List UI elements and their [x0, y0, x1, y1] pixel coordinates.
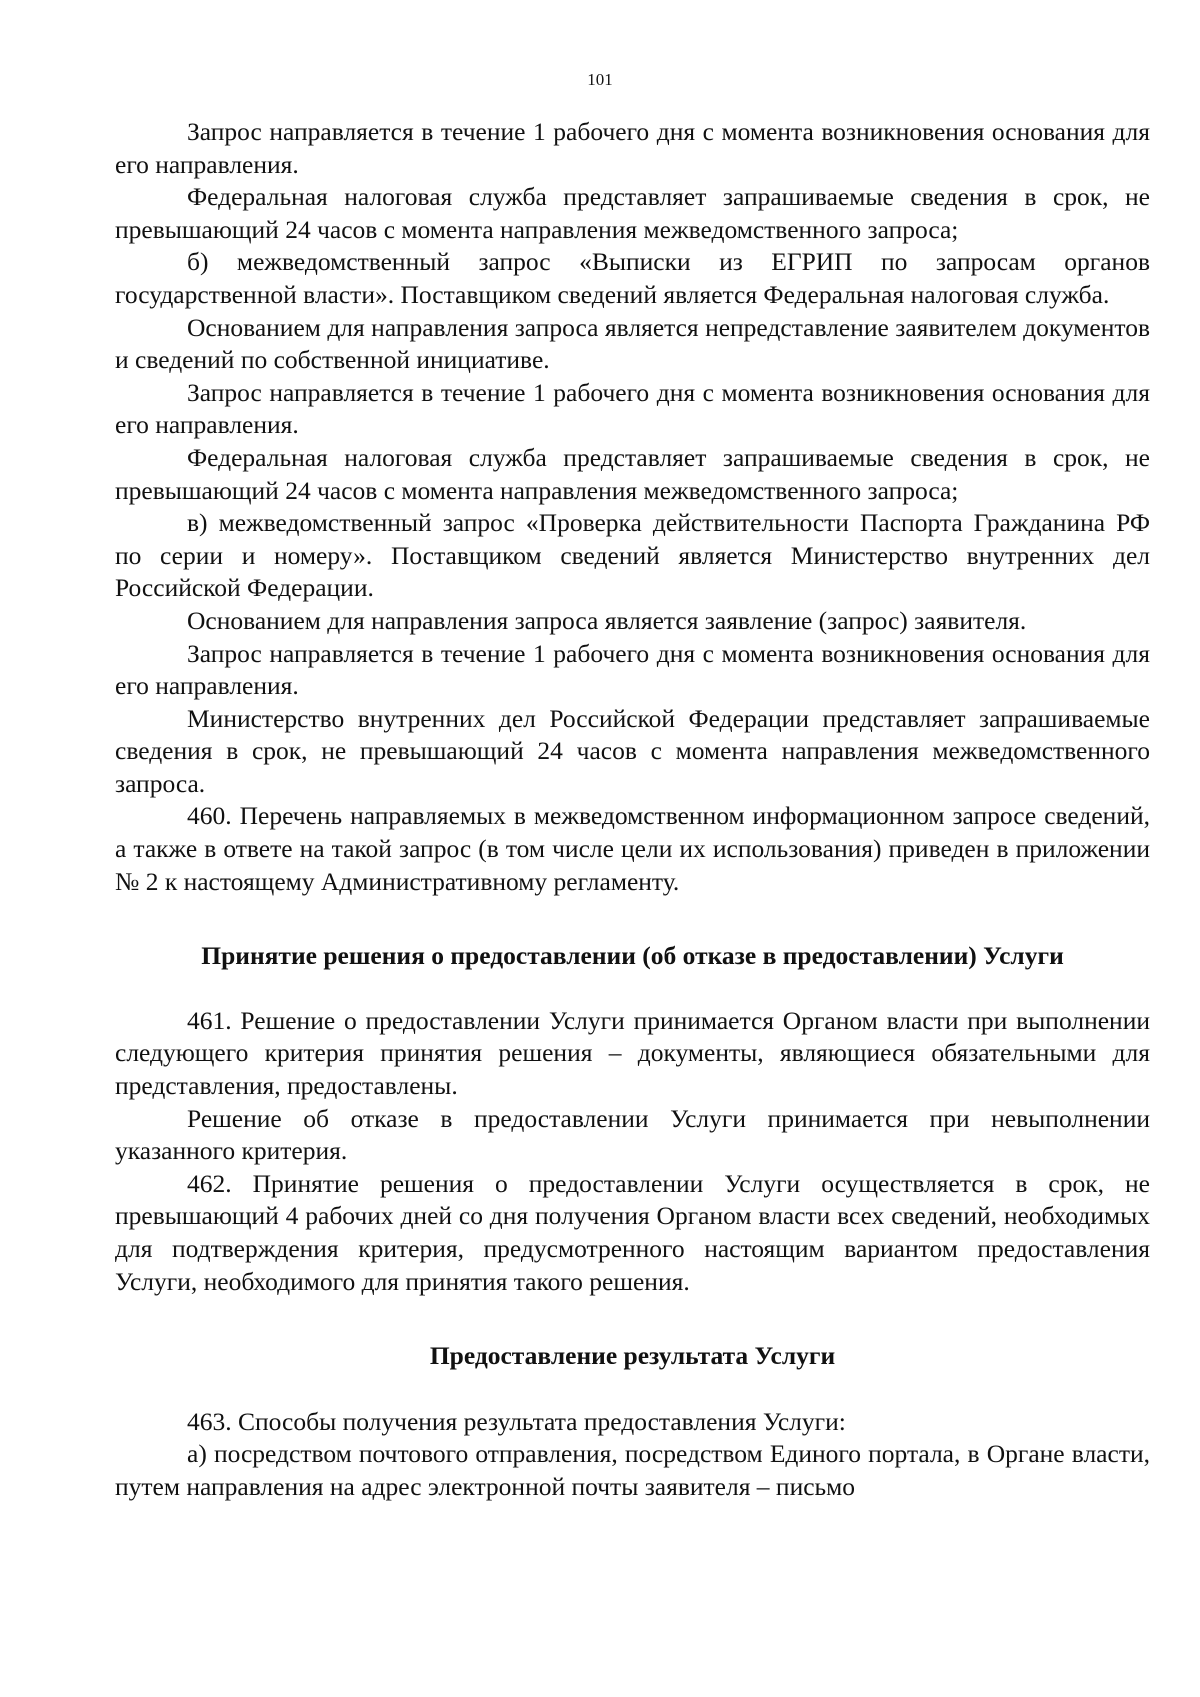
paragraph: в) межведомственный запрос «Проверка действительности Паспорта Гражданина РФ по серии и номеру». Поставщиком сведений является Министерство внутренних дел Российской Федерации. [115, 508, 1150, 603]
paragraph: Министерство внутренних дел Российской Федерации представляет запрашиваемые сведения в срок, не превышающий 24 часов с момента направления межведомственного запроса. [115, 703, 1150, 798]
paragraph: Федеральная налоговая служба представляет запрашиваемые сведения в срок, не превышающий 24 часов с момента направления межведомственного запроса; [115, 442, 1150, 505]
paragraph: 461. Решение о предоставлении Услуги принимается Органом власти при выполнении следующего критерия принятия решения – документы, являющиеся обязательными для представления, предоставлены. [115, 1005, 1150, 1101]
paragraph: Запрос направляется в течение 1 рабочего дня с момента возникновения основания для его направления. [115, 117, 1150, 179]
paragraph: Основанием для направления запроса является непредставление заявителем документов и сведений по собственной инициативе. [115, 312, 1150, 375]
paragraph: Решение об отказе в предоставлении Услуги принимается при невыполнении указанного критерия. [115, 1103, 1150, 1166]
section-heading: Принятие решения о предоставлении (об отказе в предоставлении) Услуги [201, 941, 1064, 971]
paragraph: 463. Способы получения результата предоставления Услуги: [187, 1406, 846, 1436]
paragraph: Запрос направляется в течение 1 рабочего дня с момента возникновения основания для его направления. [115, 377, 1150, 440]
paragraph: Основанием для направления запроса является заявление (запрос) заявителя. [187, 605, 1027, 635]
paragraph: 460. Перечень направляемых в межведомственном информационном запросе сведений, а также в ответе на такой запрос (в том числе цели их использования) приведен в приложении № 2 к настоящему Административному регламенту. [115, 801, 1150, 896]
document-body [115, 116, 1150, 1504]
paragraph: Федеральная налоговая служба представляет запрашиваемые сведения в срок, не превышающий 24 часов с момента направления межведомственного запроса; [115, 182, 1150, 244]
page-number: 101 [587, 70, 613, 89]
paragraph: а) посредством почтового отправления, посредством Единого портала, в Органе власти, путем направления на адрес электронной почты заявителя – письмо [115, 1439, 1150, 1501]
paragraph: Запрос направляется в течение 1 рабочего дня с момента возникновения основания для его направления. [115, 638, 1150, 701]
section-heading: Предоставление результата Услуги [429, 1341, 836, 1371]
paragraph: б) межведомственный запрос «Выписки из ЕГРИП по запросам органов государственной власти». Поставщиком сведений является Федеральная налоговая служба. [115, 247, 1150, 309]
paragraph: 462. Принятие решения о предоставлении Услуги осуществляется в срок, не превышающий 4 рабочих дней со дня получения Органом власти всех сведений, необходимых для подтверждения критерия, предусмотренного настоящим вариантом предоставления Услуги, необходимого для принятия такого решения. [115, 1168, 1150, 1296]
